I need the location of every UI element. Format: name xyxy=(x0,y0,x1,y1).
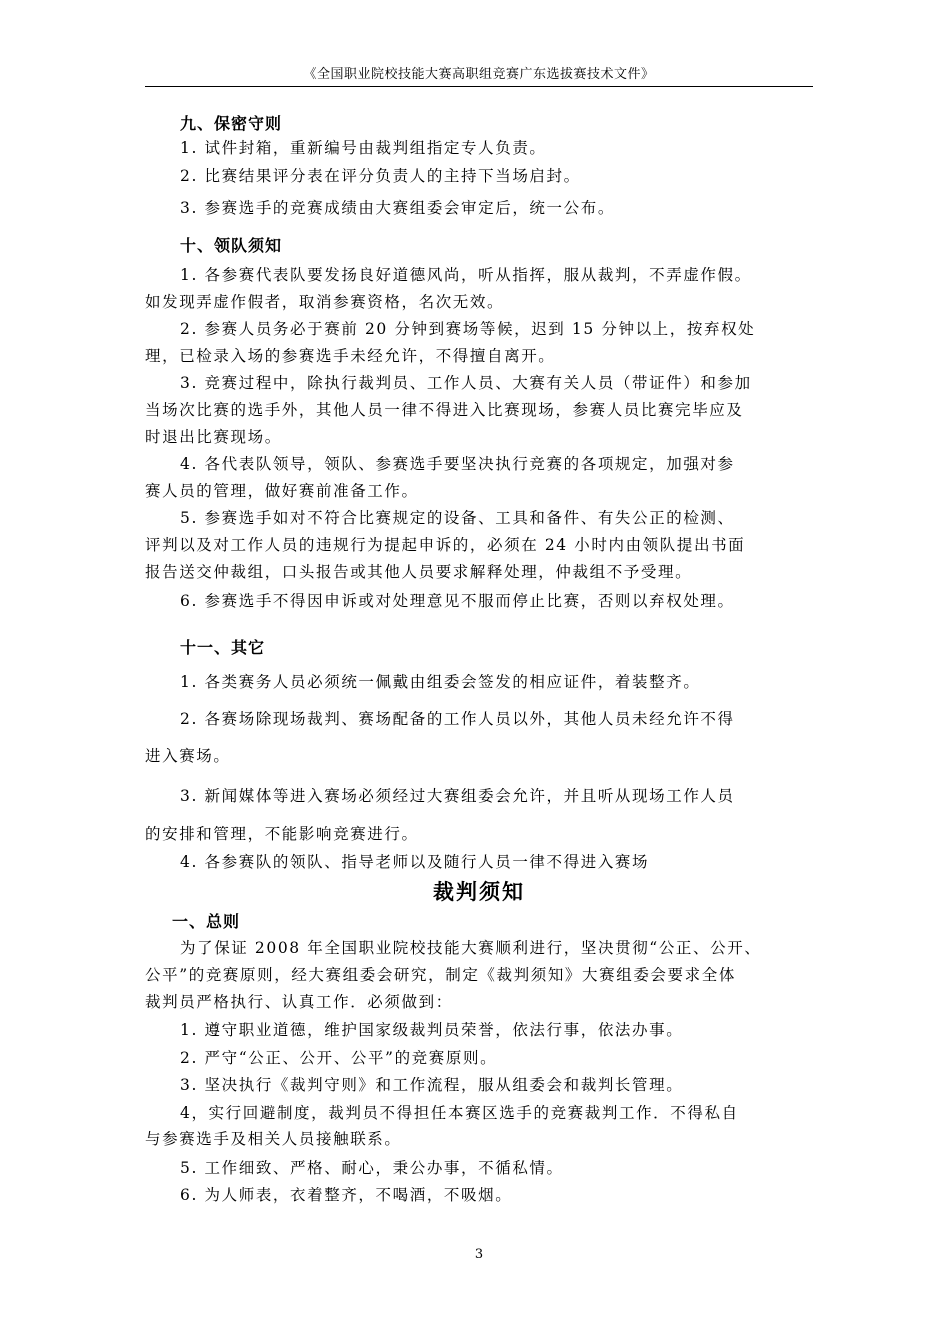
paragraph-line: 5. 参赛选手如对不符合比赛规定的设备、工具和备件、有失公正的检测、 xyxy=(180,509,735,527)
paragraph-line: 为了保证 2008 年全国职业院校技能大赛顺利进行，坚决贯彻“公正、公开、 xyxy=(180,939,762,957)
running-header: 《全国职业院校技能大赛高职组竞赛广东选拔赛技术文件》 xyxy=(303,67,655,82)
paragraph-line: 进入赛场。 xyxy=(145,747,231,765)
paragraph-line: 1. 试件封箱，重新编号由裁判组指定专人负责。 xyxy=(180,139,547,157)
paragraph-line: 6. 为人师表，衣着整齐，不喝酒，不吸烟。 xyxy=(180,1186,513,1204)
paragraph-line: 如发现弄虚作假者，取消参赛资格，名次无效。 xyxy=(145,293,505,311)
paragraph-line: 2. 严守“公正、公开、公平”的竞赛原则。 xyxy=(180,1049,498,1067)
paragraph-line: 2. 各赛场除现场裁判、赛场配备的工作人员以外，其他人员未经允许不得 xyxy=(180,710,735,728)
header-rule xyxy=(145,86,813,87)
paragraph-line: 时退出比赛现场。 xyxy=(145,428,282,446)
paragraph-line: 公平”的竞赛原则，经大赛组委会研究，制定《裁判须知》大赛组委会要求全体 xyxy=(145,966,736,984)
section-11-heading: 十一、其它 xyxy=(180,638,266,657)
paragraph-line: 裁判员严格执行、认真工作．必须做到： xyxy=(145,993,453,1011)
section-9-heading: 九、保密守则 xyxy=(180,114,283,133)
paragraph-line: 与参赛选手及相关人员接触联系。 xyxy=(145,1130,402,1148)
paragraph-line: 1. 各参赛代表队要发扬良好道德风尚，听从指挥，服从裁判，不弄虚作假。 xyxy=(180,266,752,284)
paragraph-line: 1. 遵守职业道德，维护国家级裁判员荣誉，依法行事，依法办事。 xyxy=(180,1021,684,1039)
paragraph-line: 5. 工作细致、严格、耐心，秉公办事，不循私情。 xyxy=(180,1159,564,1177)
paragraph-line: 3. 新闻媒体等进入赛场必须经过大赛组委会允许，并且听从现场工作人员 xyxy=(180,787,735,805)
paragraph-line: 4. 各参赛队的领队、指导老师以及随行人员一律不得进入赛场 xyxy=(180,853,650,871)
paragraph-line: 2. 参赛人员务必于赛前 20 分钟到赛场等候，迟到 15 分钟以上，按弃权处 xyxy=(180,320,756,338)
paragraph-line: 当场次比赛的选手外，其他人员一律不得进入比赛现场，参赛人员比赛完毕应及 xyxy=(145,401,744,419)
paragraph-line: 理，已检录入场的参赛选手未经允许，不得擅自离开。 xyxy=(145,347,556,365)
paragraph-line: 的安排和管理，不能影响竞赛进行。 xyxy=(145,825,419,843)
paragraph-line: 3. 参赛选手的竞赛成绩由大赛组委会审定后，统一公布。 xyxy=(180,199,615,217)
referee-notice-title: 裁判须知 xyxy=(433,880,525,904)
paragraph-line: 4. 各代表队领导，领队、参赛选手要坚决执行竞赛的各项规定，加强对参 xyxy=(180,455,735,473)
page-number: 3 xyxy=(474,1247,484,1262)
paragraph-line: 报告送交仲裁组，口头报告或其他人员要求解释处理，仲裁组不予受理。 xyxy=(145,563,693,581)
section-10-heading: 十、领队须知 xyxy=(180,236,283,255)
paragraph-line: 3. 竞赛过程中，除执行裁判员、工作人员、大赛有关人员（带证件）和参加 xyxy=(180,374,752,392)
paragraph-line: 2. 比赛结果评分表在评分负责人的主持下当场启封。 xyxy=(180,167,581,185)
paragraph-line: 赛人员的管理，做好赛前准备工作。 xyxy=(145,482,419,500)
paragraph-line: 1. 各类赛务人员必须统一佩戴由组委会签发的相应证件，着装整齐。 xyxy=(180,673,701,691)
paragraph-line: 评判以及对工作人员的违规行为提起申诉的，必须在 24 小时内由领队提出书面 xyxy=(145,536,746,554)
general-rules-heading: 一、总则 xyxy=(172,912,241,931)
paragraph-line: 4，实行回避制度，裁判员不得担任本赛区选手的竞赛裁判工作．不得私自 xyxy=(180,1104,739,1122)
paragraph-line: 6. 参赛选手不得因申诉或对处理意见不服而停止比赛，否则以弃权处理。 xyxy=(180,592,735,610)
paragraph-line: 3. 坚决执行《裁判守则》和工作流程，服从组委会和裁判长管理。 xyxy=(180,1076,684,1094)
